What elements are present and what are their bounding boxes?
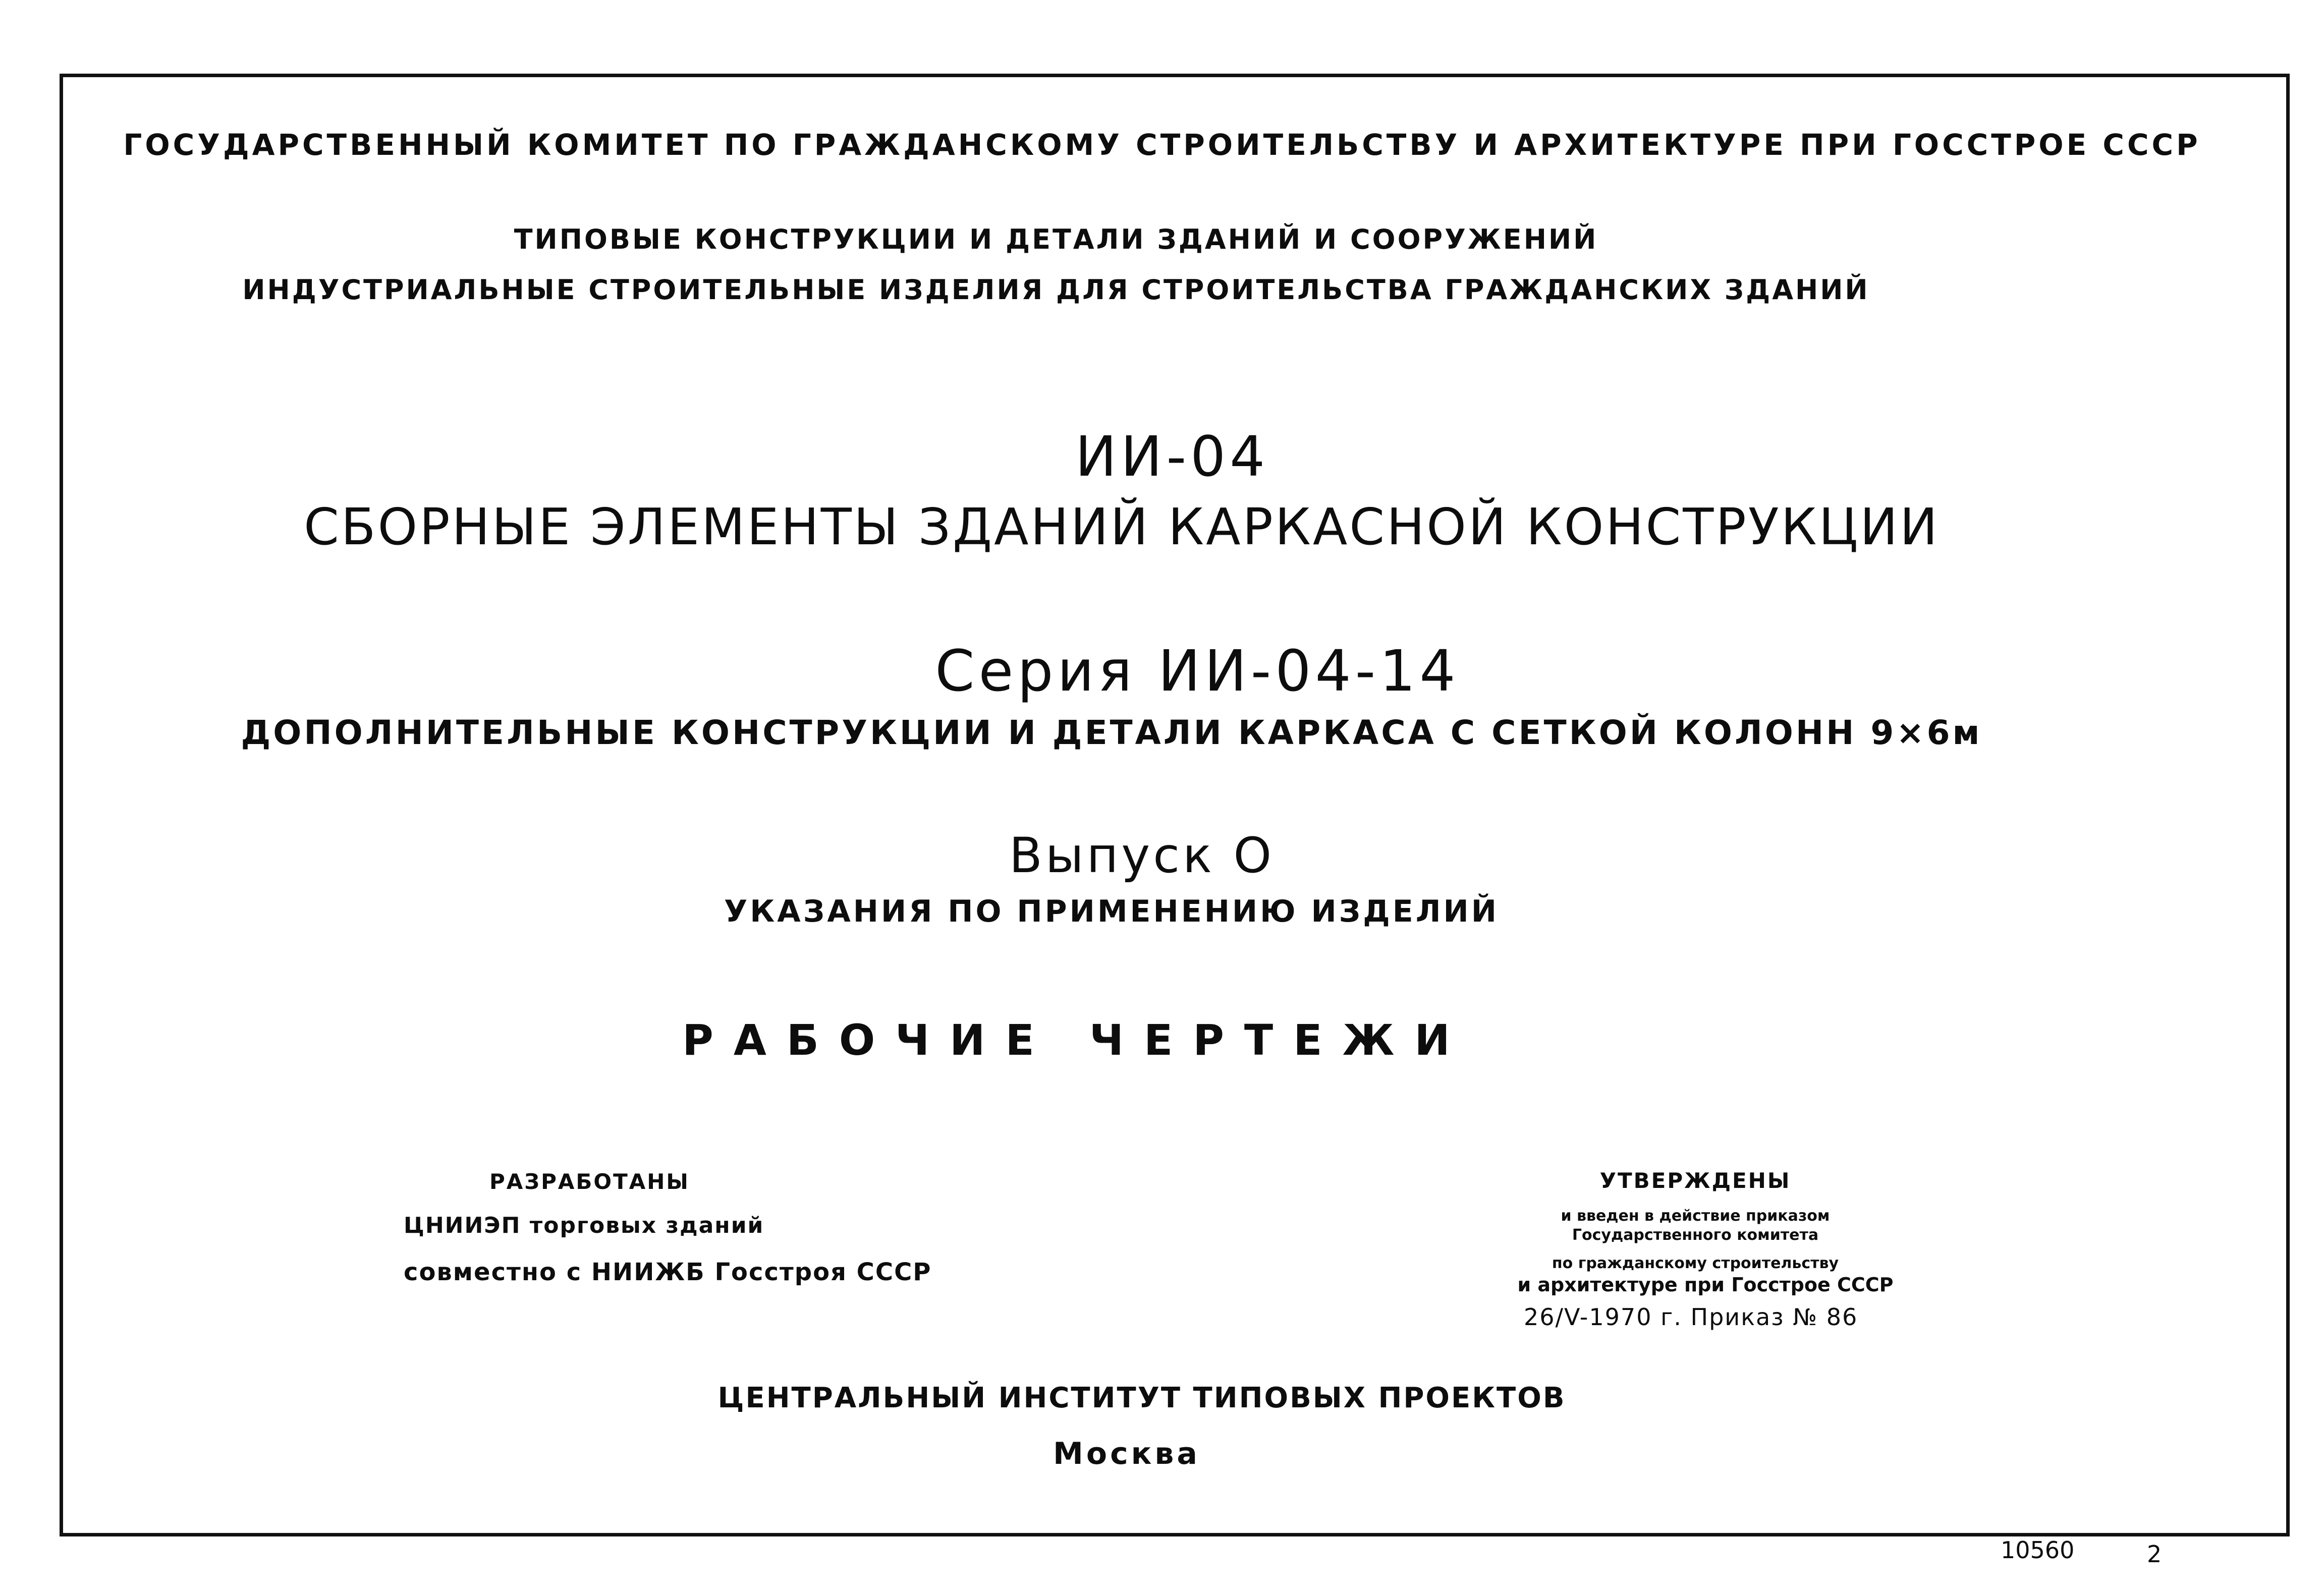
series-description: ДОПОЛНИТЕЛЬНЫЕ КОНСТРУКЦИИ И ДЕТАЛИ КАРКАСА С СЕТКОЙ КОЛОНН 9×6м: [241, 713, 1982, 752]
issue-description: УКАЗАНИЯ ПО ПРИМЕНЕНИЮ ИЗДЕЛИЙ: [724, 894, 1499, 929]
working-drawings-label: РАБОЧИЕ ЧЕРТЕЖИ: [682, 1015, 1470, 1065]
committee-heading: ГОСУДАРСТВЕННЫЙ КОМИТЕТ ПО ГРАЖДАНСКОМУ СТРОИТЕЛЬСТВУ И АРХИТЕКТУРЕ ПРИ ГОССТРОЕ СССР: [123, 128, 2201, 162]
approved-line-2: Государственного комитета: [1572, 1226, 1819, 1244]
approved-heading: УТВЕРЖДЕНЫ: [1599, 1168, 1791, 1193]
main-title: СБОРНЫЕ ЭЛЕМЕНТЫ ЗДАНИЙ КАРКАСНОЙ КОНСТРУКЦИИ: [304, 497, 1940, 556]
subtitle-line-2: ИНДУСТРИАЛЬНЫЕ СТРОИТЕЛЬНЫЕ ИЗДЕЛИЯ ДЛЯ СТРОИТЕЛЬСТВА ГРАЖДАНСКИХ ЗДАНИЙ: [242, 274, 1870, 306]
subtitle-line-1: ТИПОВЫЕ КОНСТРУКЦИИ И ДЕТАЛИ ЗДАНИЙ И СООРУЖЕНИЙ: [514, 223, 1598, 255]
issue-number: Выпуск О: [1009, 827, 1275, 884]
approved-line-1: и введен в действие приказом: [1561, 1207, 1830, 1225]
approval-order: 26/V-1970 г. Приказ № 86: [1524, 1303, 1858, 1331]
city-name: Москва: [1053, 1436, 1200, 1471]
series-code: ИИ-04: [1075, 424, 1269, 489]
developed-line-1: ЦНИИЭП торговых зданий: [404, 1213, 764, 1238]
institute-name: ЦЕНТРАЛЬНЫЙ ИНСТИТУТ ТИПОВЫХ ПРОЕКТОВ: [717, 1382, 1566, 1414]
developed-heading: РАЗРАБОТАНЫ: [489, 1169, 690, 1194]
developed-line-2: совместно с НИИЖБ Госстроя СССР: [404, 1258, 932, 1286]
archive-number: 10560: [2001, 1536, 2075, 1564]
approved-line-3: по гражданскому строительству: [1552, 1255, 1839, 1272]
sheet-number: 2: [2147, 1541, 2162, 1568]
approved-line-4: и архитектуре при Госстрое СССР: [1517, 1274, 1894, 1296]
series-number: Серия ИИ-04-14: [935, 639, 1460, 704]
